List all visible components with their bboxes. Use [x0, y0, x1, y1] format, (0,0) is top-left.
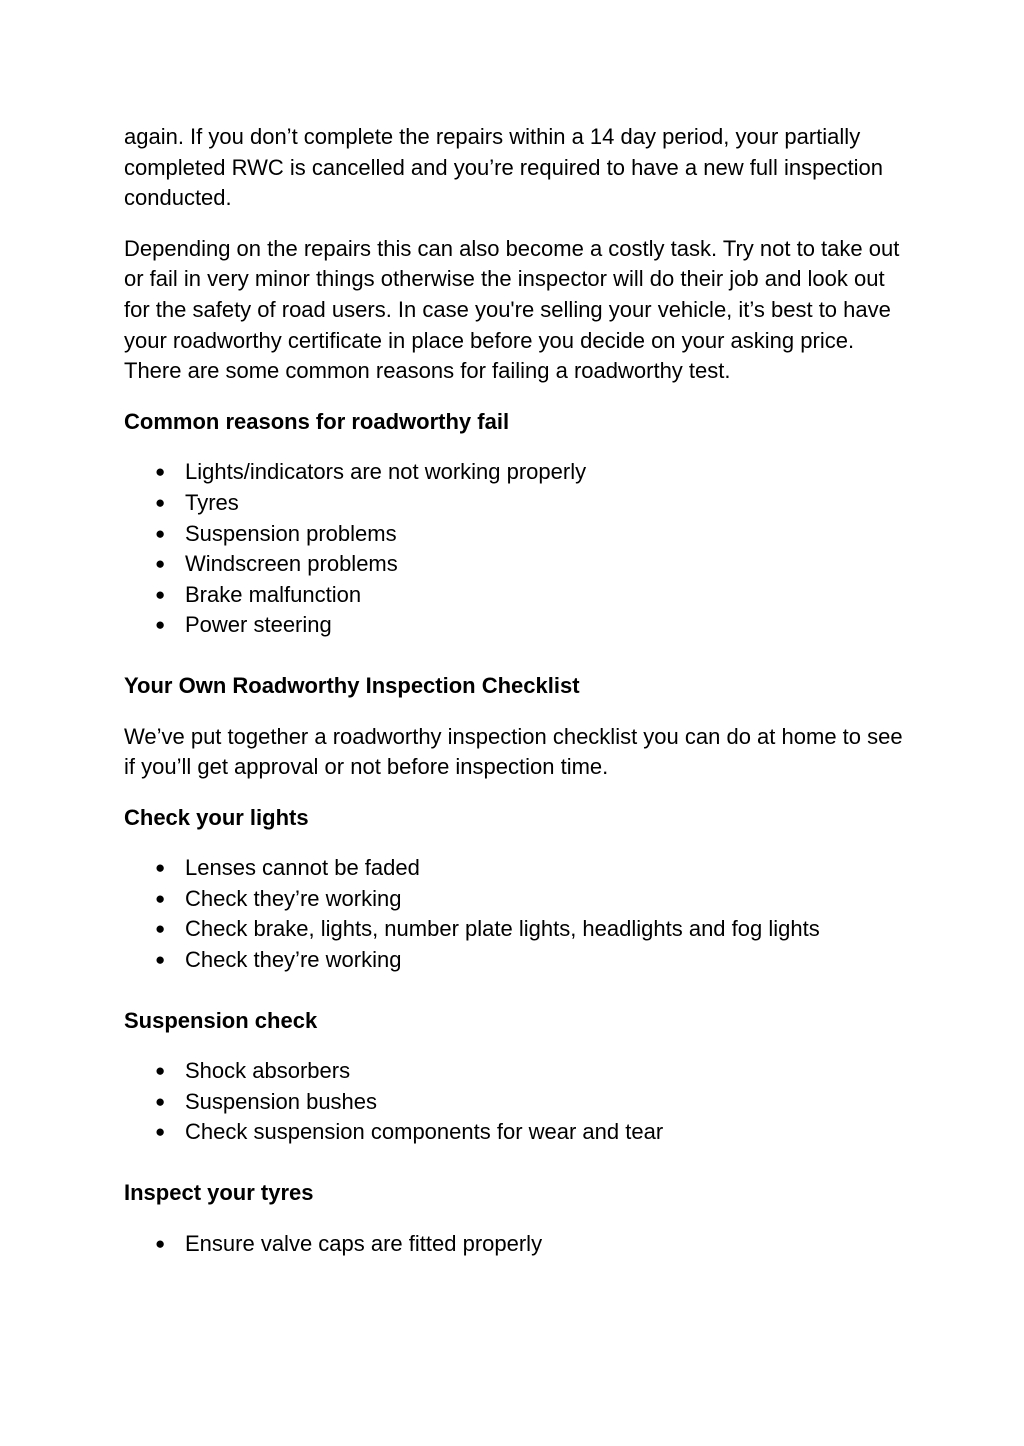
list-item: ● Check they’re working	[124, 884, 914, 915]
bullet-icon: ●	[155, 615, 166, 635]
list-item: ● Shock absorbers	[124, 1056, 914, 1087]
bullet-icon: ●	[155, 554, 166, 574]
list-item: ● Suspension bushes	[124, 1087, 914, 1118]
list-suspension-check	[124, 1056, 914, 1148]
list-common-reasons	[124, 457, 914, 641]
bullet-icon: ●	[155, 1091, 166, 1111]
heading-inspection-checklist: Your Own Roadworthy Inspection Checklist	[124, 672, 580, 698]
list-item: ● Power steering	[124, 610, 914, 641]
list-item: ● Windscreen problems	[124, 549, 914, 580]
document-page	[124, 122, 914, 1289]
bullet-icon: ●	[155, 1233, 166, 1253]
list-inspect-tyres	[124, 1229, 914, 1260]
paragraph-costly-repairs: Depending on the repairs this can also become a costly task. Try not to take out or fail in very minor things otherwise the inspector will do their job and look out for the safety of road users. In case you're selling your vehicle, it’s best to have your roadworthy certificate in place before you decide on your asking price. There are some common reasons for failing a roadworthy test.	[124, 235, 900, 384]
list-item: ● Lenses cannot be faded	[124, 853, 914, 884]
bullet-icon: ●	[155, 462, 166, 482]
bullet-icon: ●	[155, 919, 166, 939]
list-check-lights	[124, 853, 914, 975]
list-item: ● Tyres	[124, 488, 914, 519]
heading-suspension-check: Suspension check	[124, 1007, 318, 1033]
bullet-icon: ●	[155, 950, 166, 970]
list-item: ● Check they’re working	[124, 945, 914, 976]
bullet-icon: ●	[155, 1061, 166, 1081]
bullet-icon: ●	[155, 1122, 166, 1142]
heading-check-lights: Check your lights	[124, 804, 309, 830]
heading-inspect-tyres: Inspect your tyres	[124, 1180, 314, 1206]
bullet-icon: ●	[155, 523, 166, 543]
heading-common-reasons: Common reasons for roadworthy fail	[124, 408, 510, 434]
paragraph-checklist-intro: We’ve put together a roadworthy inspection checklist you can do at home to see if you’ll get approval or not before inspection time.	[124, 723, 903, 780]
list-item: ● Suspension problems	[124, 519, 914, 550]
bullet-icon: ●	[155, 858, 166, 878]
bullet-icon: ●	[155, 584, 166, 604]
list-item: ● Lights/indicators are not working properly	[124, 457, 914, 488]
list-item: ● Check brake, lights, number plate lights, headlights and fog lights	[124, 914, 914, 945]
bullet-icon: ●	[155, 492, 166, 512]
list-item: ● Brake malfunction	[124, 580, 914, 611]
paragraph-repairs-period: again. If you don’t complete the repairs within a 14 day period, your partially completed RWC is cancelled and you’re required to have a new full inspection conducted.	[124, 124, 884, 211]
list-item: ● Check suspension components for wear and tear	[124, 1117, 914, 1148]
bullet-icon: ●	[155, 888, 166, 908]
list-item: ● Ensure valve caps are fitted properly	[124, 1229, 914, 1260]
